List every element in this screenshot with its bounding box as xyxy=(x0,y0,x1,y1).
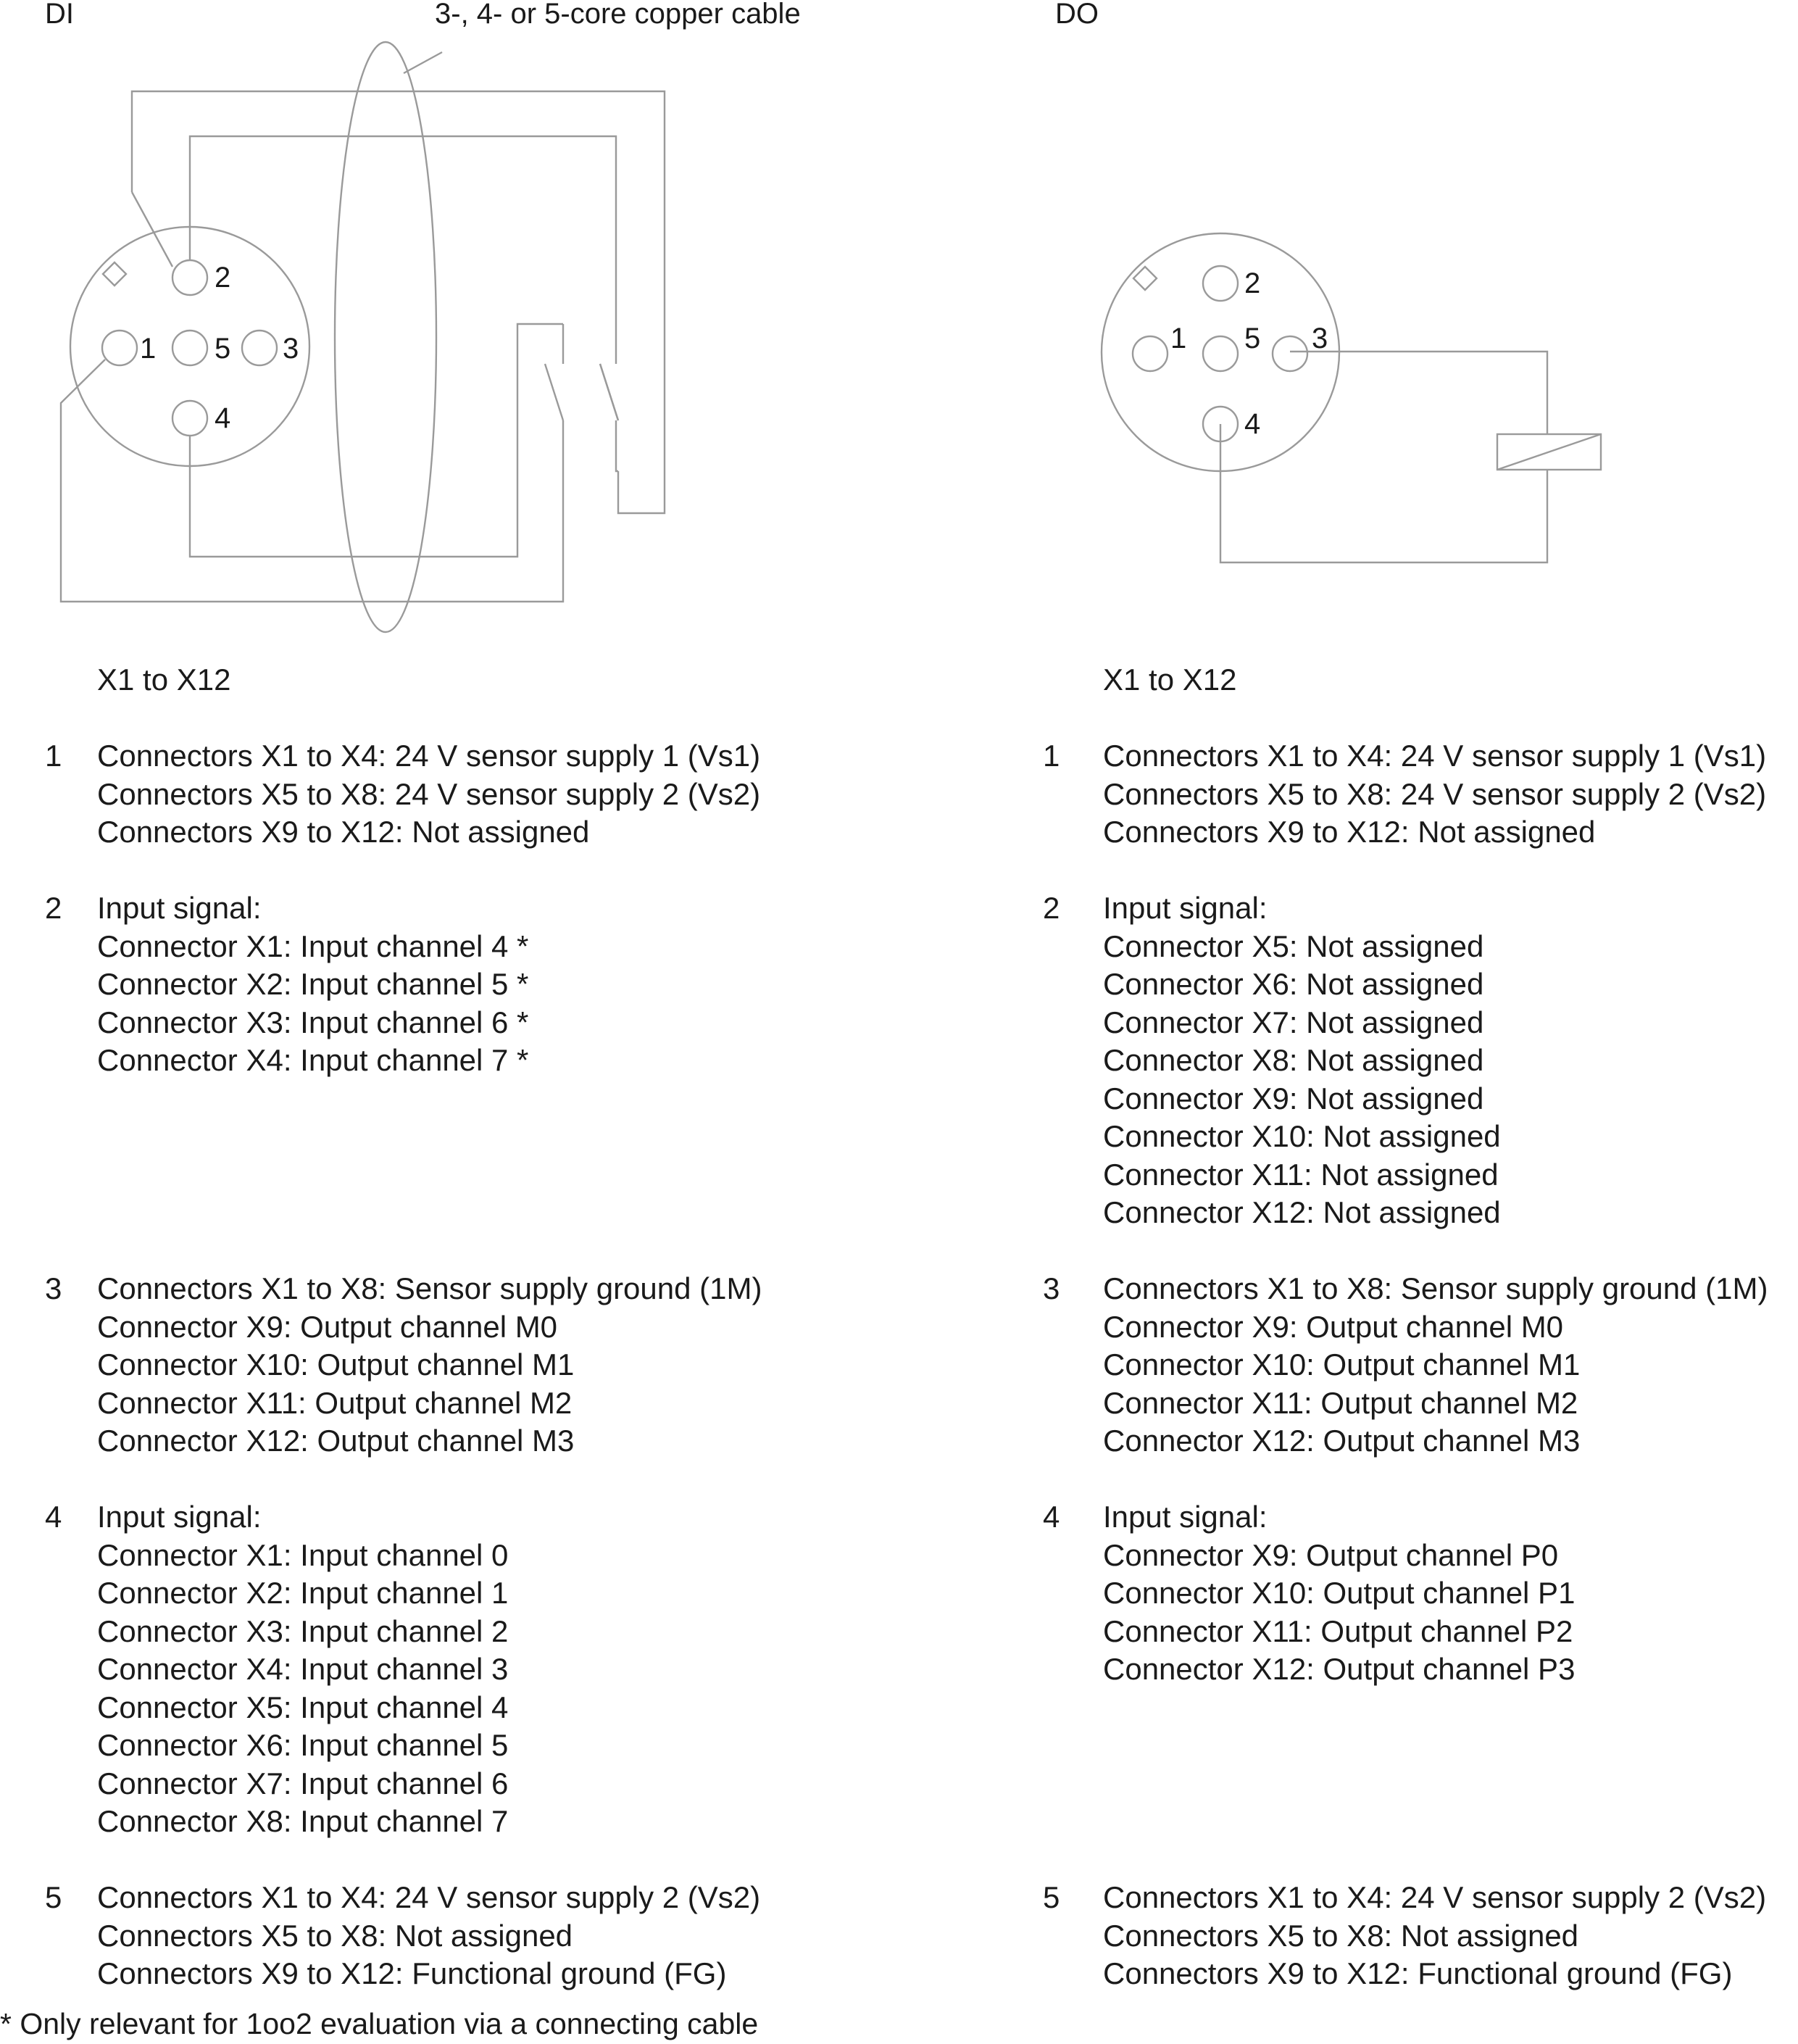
text-line: Connector X11: Output channel M2 xyxy=(97,1385,573,1420)
text-line: Connectors X5 to X8: Not assigned xyxy=(97,1918,573,1953)
text-line: Input signal: xyxy=(1103,891,1268,925)
do-pin-number: 5 xyxy=(1043,1880,1060,1914)
text-line: Connector X3: Input channel 6 * xyxy=(97,1005,529,1039)
text-line: Input signal: xyxy=(97,891,262,925)
do-pin-number: 4 xyxy=(1043,1500,1060,1534)
di-pin-label-4: 4 xyxy=(215,402,231,434)
do-pin-2 xyxy=(1203,266,1238,301)
text-line: Connector X10: Output channel M1 xyxy=(1103,1347,1581,1382)
di-pin-number: 3 xyxy=(45,1271,62,1305)
di-subhead: X1 to X12 xyxy=(97,662,231,697)
text-line: Connector X8: Input channel 7 xyxy=(97,1804,509,1838)
text-line: Connector X11: Output channel P2 xyxy=(1103,1613,1573,1648)
text-line: Connector X9: Output channel P0 xyxy=(1103,1537,1559,1572)
di-pin-number: 1 xyxy=(45,739,62,773)
di-connector-face xyxy=(70,227,309,466)
text-line: Connectors X9 to X12: Functional ground (FG) xyxy=(1103,1956,1733,1990)
text-line: Connectors X1 to X8: Sensor supply ground (1M) xyxy=(1103,1271,1768,1305)
do-wire-pin3 xyxy=(1290,352,1547,434)
di-pin-number: 2 xyxy=(45,891,62,925)
text-line: Connector X12: Output channel M3 xyxy=(97,1424,575,1458)
text-line: Connector X10: Not assigned xyxy=(1103,1119,1501,1153)
do-pin-1 xyxy=(1133,336,1168,371)
text-line: Connector X2: Input channel 5 * xyxy=(97,967,529,1001)
do-pin-label-3: 3 xyxy=(1312,323,1328,354)
di-pin-2 xyxy=(172,260,207,295)
text-line: Connector X7: Input channel 6 xyxy=(97,1766,509,1800)
do-label: DO xyxy=(1055,0,1099,30)
cable-ellipse xyxy=(335,42,436,632)
di-switch-right-post xyxy=(600,364,618,420)
text-line: Connectors X5 to X8: 24 V sensor supply 2 (Vs2) xyxy=(1103,776,1767,811)
text-line: Connectors X1 to X4: 24 V sensor supply 1 (Vs1) xyxy=(1103,739,1767,773)
text-line: Connector X3: Input channel 2 xyxy=(97,1613,509,1648)
text-line: Connector X12: Output channel P3 xyxy=(1103,1652,1576,1686)
do-pin-3 xyxy=(1273,336,1307,371)
di-pin-5 xyxy=(172,331,207,365)
text-line: Connector X7: Not assigned xyxy=(1103,1005,1484,1039)
text-line: Connectors X1 to X4: 24 V sensor supply 2 (Vs2) xyxy=(1103,1880,1767,1914)
text-line: Input signal: xyxy=(1103,1500,1268,1534)
text-line: Connector X12: Not assigned xyxy=(1103,1195,1501,1229)
text-line: Connector X11: Output channel M2 xyxy=(1103,1385,1578,1420)
do-subhead: X1 to X12 xyxy=(1103,662,1237,697)
di-pin-label-5: 5 xyxy=(215,333,231,365)
di-coding-key xyxy=(103,262,126,286)
text-line: Connectors X1 to X4: 24 V sensor supply 2 (Vs2) xyxy=(97,1880,761,1914)
text-line: Connector X1: Input channel 4 * xyxy=(97,928,529,963)
text-line: Connector X1: Input channel 0 xyxy=(97,1537,509,1572)
di-wire-pin2-lower xyxy=(616,420,618,471)
text-line: Connectors X9 to X12: Functional ground (FG) xyxy=(97,1956,727,1990)
text-line: Connector X5: Input channel 4 xyxy=(97,1690,509,1724)
di-pin-number: 5 xyxy=(45,1880,62,1914)
text-line: Connector X8: Not assigned xyxy=(1103,1043,1484,1077)
do-pin-text xyxy=(1103,1498,1575,1689)
di-pin-label-3: 3 xyxy=(283,333,299,365)
text-line: Connector X10: Output channel M1 xyxy=(97,1347,575,1382)
di-wire-pin2 xyxy=(190,136,616,364)
text-line: Connectors X5 to X8: 24 V sensor supply 2 (Vs2) xyxy=(97,776,761,811)
do-pin-text xyxy=(1103,1879,1766,1993)
di-switch-left-lower xyxy=(61,360,563,602)
di-pin-1 xyxy=(102,331,137,365)
do-pin-number: 3 xyxy=(1043,1271,1060,1305)
di-pin-3 xyxy=(242,331,277,365)
di-pin-label-2: 2 xyxy=(215,262,231,294)
do-wire-pin4 xyxy=(1220,424,1547,562)
di-pin-text xyxy=(97,1498,508,1841)
di-pin-text xyxy=(97,889,528,1080)
do-pin-label-1: 1 xyxy=(1170,323,1187,354)
di-pin-label-1: 1 xyxy=(140,333,157,365)
di-switch-left xyxy=(545,364,563,420)
di-pin-number: 4 xyxy=(45,1500,62,1534)
do-pin-text xyxy=(1103,1270,1768,1461)
do-pin-label-5: 5 xyxy=(1244,323,1261,354)
text-line: Connector X10: Output channel P1 xyxy=(1103,1576,1576,1610)
do-pin-5 xyxy=(1203,336,1238,371)
text-line: Connector X6: Input channel 5 xyxy=(97,1728,509,1762)
text-line: Connectors X1 to X8: Sensor supply ground (1M) xyxy=(97,1271,762,1305)
cable-label: 3-, 4- or 5-core copper cable xyxy=(435,0,801,30)
do-pin-label-2: 2 xyxy=(1244,267,1261,299)
footnote: * Only relevant for 1oo2 evaluation via a connecting cable xyxy=(0,2007,759,2040)
di-pin-4 xyxy=(172,401,207,436)
do-pin-number: 1 xyxy=(1043,739,1060,773)
cable-leader xyxy=(404,52,442,73)
di-pin-text xyxy=(97,1879,760,1993)
text-line: Connector X12: Output channel M3 xyxy=(1103,1424,1581,1458)
text-line: Connectors X5 to X8: Not assigned xyxy=(1103,1918,1579,1953)
text-line: Connector X9: Output channel M0 xyxy=(97,1309,558,1344)
text-line: Connector X2: Input channel 1 xyxy=(97,1576,509,1610)
text-line: Connectors X1 to X4: 24 V sensor supply 1 (Vs1) xyxy=(97,739,761,773)
do-pin-label-4: 4 xyxy=(1244,408,1261,440)
wiring-diagram xyxy=(0,0,1798,652)
di-pin-text xyxy=(97,737,760,852)
do-coding-key xyxy=(1133,267,1157,290)
text-line: Connector X6: Not assigned xyxy=(1103,967,1484,1001)
do-pin-text xyxy=(1103,889,1501,1232)
text-line: Connector X4: Input channel 3 xyxy=(97,1652,509,1686)
di-wire-outer xyxy=(132,91,665,513)
text-line: Connector X9: Output channel M0 xyxy=(1103,1309,1564,1344)
do-pin-text xyxy=(1103,737,1766,852)
text-line: Input signal: xyxy=(97,1500,262,1534)
text-line: Connectors X9 to X12: Not assigned xyxy=(97,815,590,849)
text-line: Connectors X9 to X12: Not assigned xyxy=(1103,815,1596,849)
text-line: Connector X5: Not assigned xyxy=(1103,928,1484,963)
do-pin-number: 2 xyxy=(1043,891,1060,925)
di-connector xyxy=(70,227,309,466)
text-line: Connector X9: Not assigned xyxy=(1103,1081,1484,1116)
text-line: Connector X11: Not assigned xyxy=(1103,1157,1499,1192)
do-coil-diagonal xyxy=(1497,434,1601,470)
di-pin-text xyxy=(97,1270,762,1461)
text-line: Connector X4: Input channel 7 * xyxy=(97,1043,529,1077)
di-label: DI xyxy=(45,0,74,30)
